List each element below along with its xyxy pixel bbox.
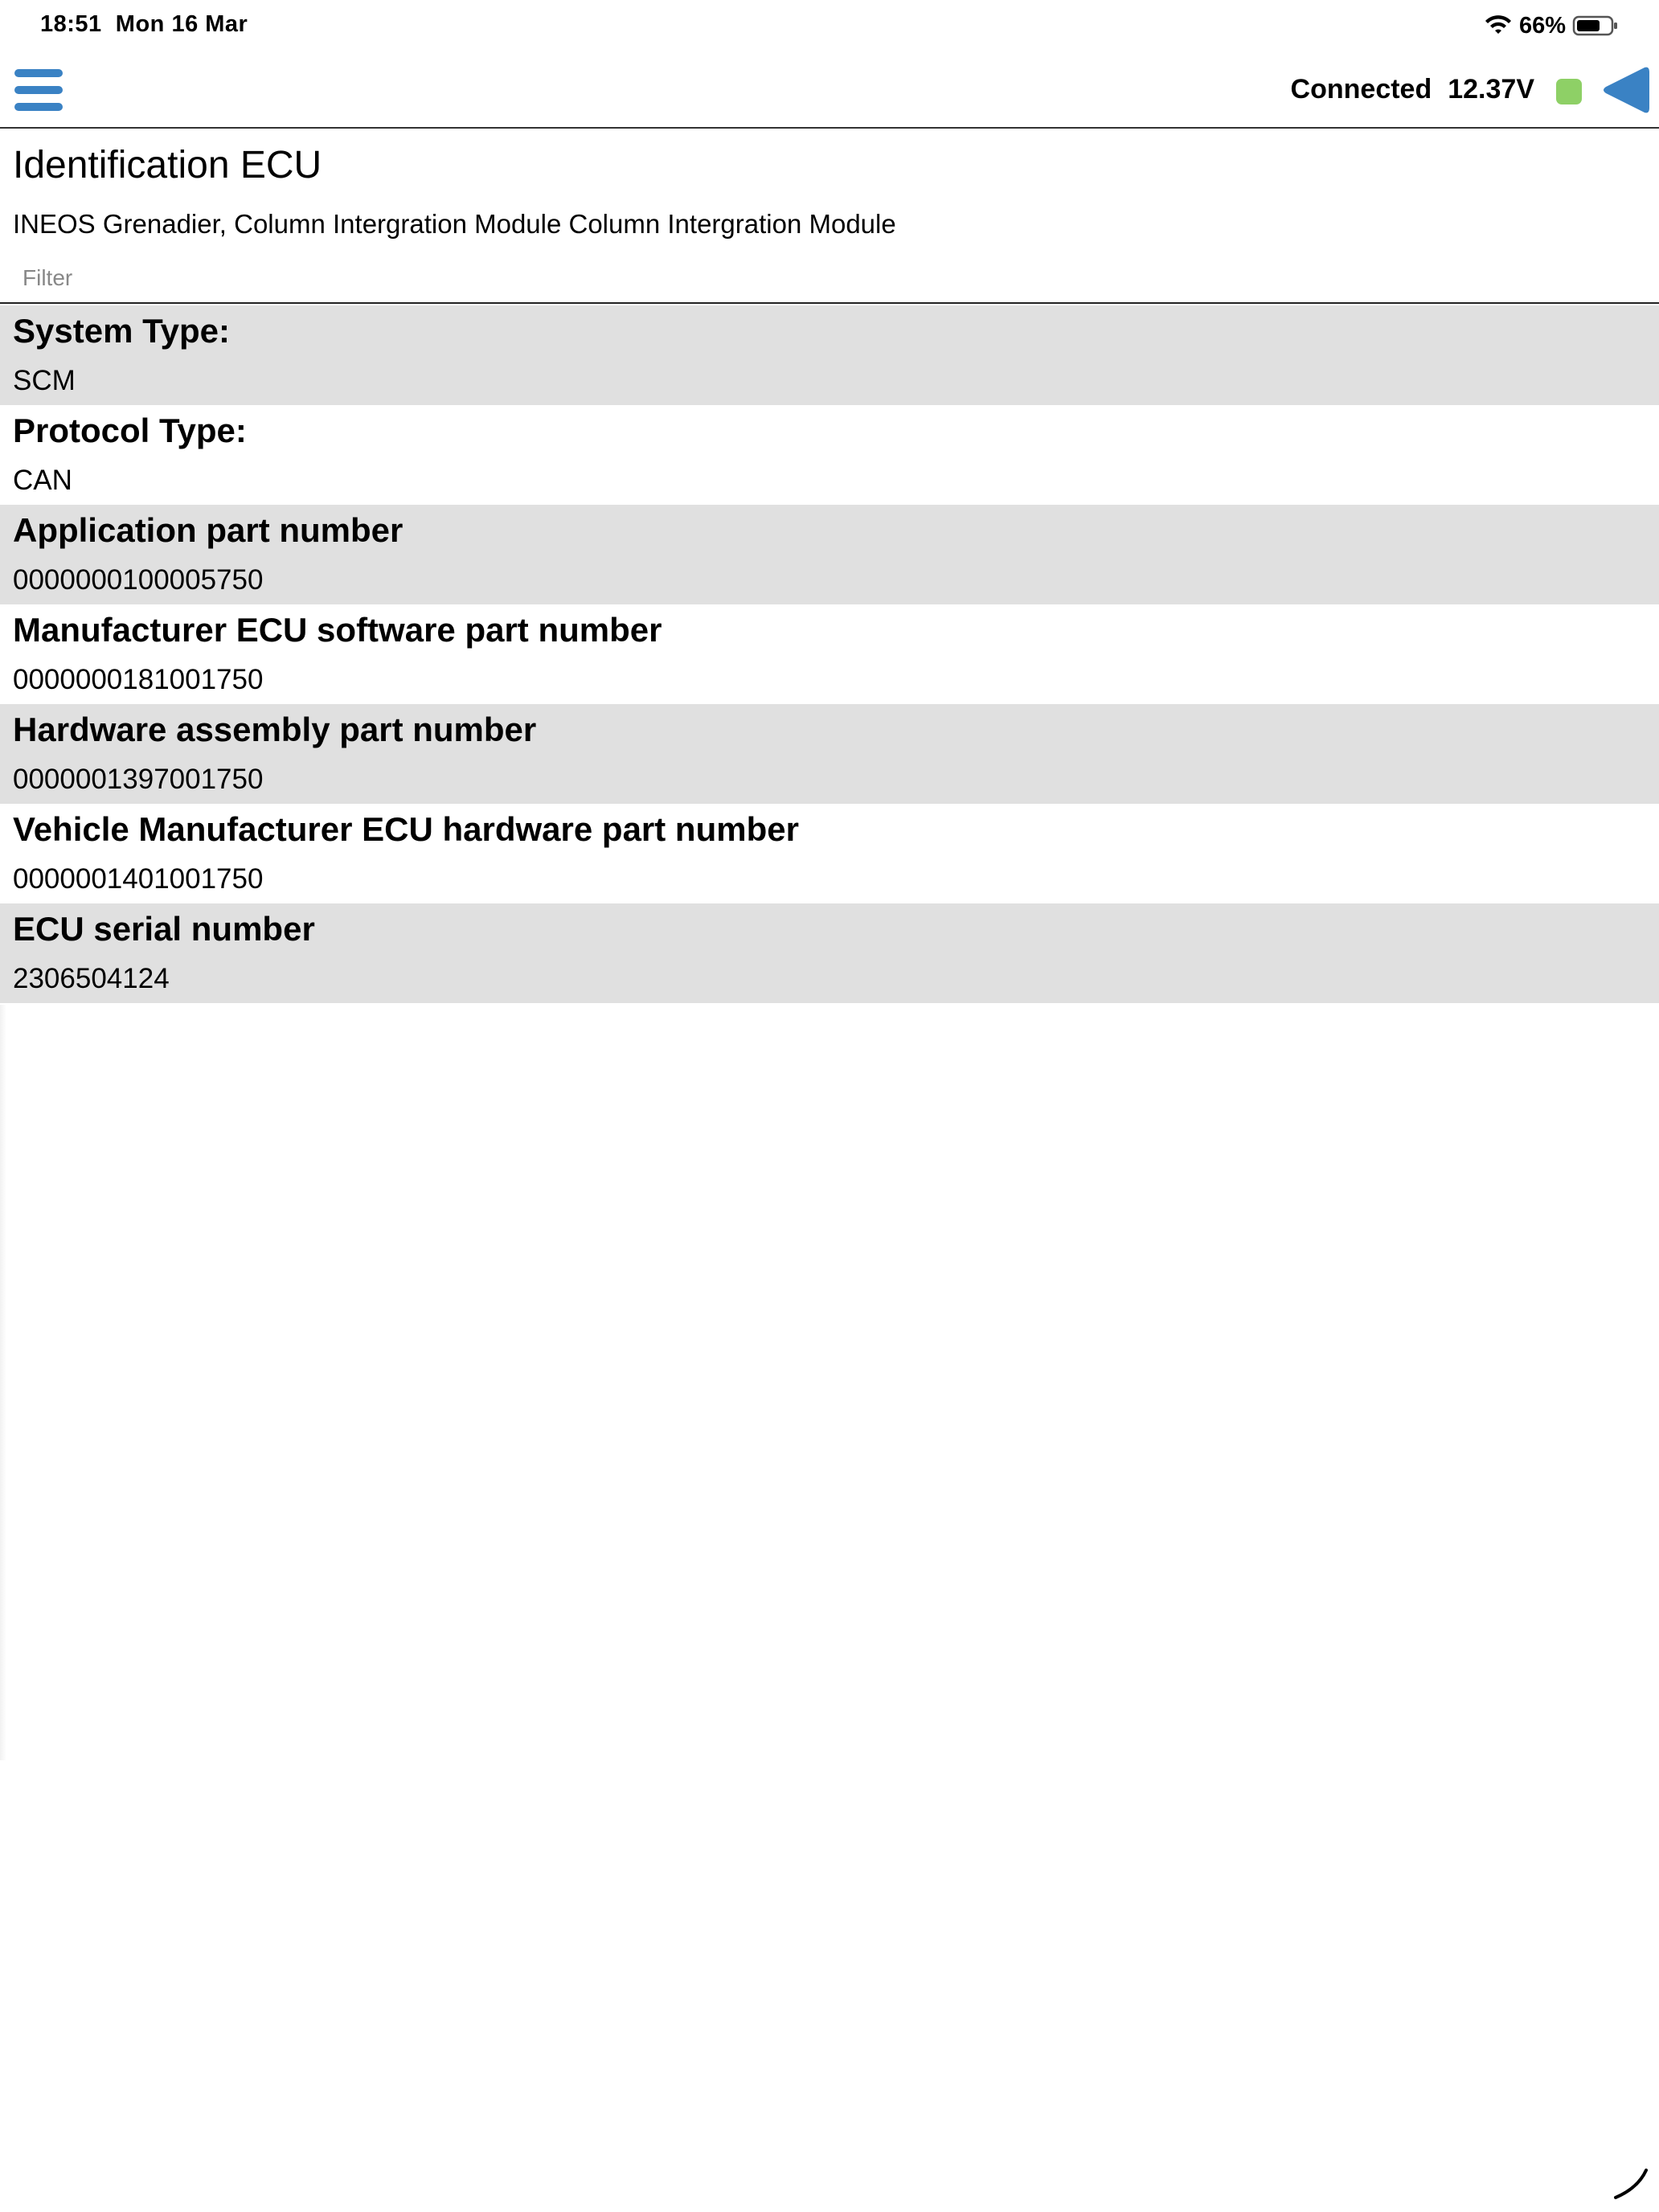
connection-status	[1291, 74, 1534, 105]
status-time: 18:51	[40, 11, 102, 37]
item-value: 0000000100005750	[13, 564, 264, 596]
list-item	[0, 405, 1659, 505]
status-bar	[0, 0, 1659, 51]
item-label: Application part number	[13, 511, 403, 549]
edge-shadow	[0, 1005, 6, 1760]
list-item	[0, 704, 1659, 804]
connection-label: Connected	[1290, 74, 1432, 104]
status-time-date	[40, 11, 248, 38]
top-toolbar	[0, 51, 1659, 129]
item-label: Manufacturer ECU software part number	[13, 611, 662, 649]
page-subtitle: INEOS Grenadier, Column Intergration Module Column Intergration Module	[13, 209, 896, 239]
item-value: CAN	[13, 465, 72, 496]
item-label: Hardware assembly part number	[13, 711, 537, 748]
item-value: SCM	[13, 365, 76, 396]
ecu-info-list	[0, 305, 1659, 1003]
hamburger-menu-icon[interactable]	[13, 64, 64, 116]
voltage-readout: 12.37V	[1448, 74, 1534, 104]
list-item	[0, 804, 1659, 903]
battery-percent: 66%	[1518, 12, 1566, 39]
item-value: 2306504124	[13, 963, 170, 994]
item-label: Vehicle Manufacturer ECU hardware part number	[13, 810, 799, 848]
item-label: Protocol Type:	[13, 412, 247, 449]
item-value: 0000001401001750	[13, 863, 264, 895]
list-item	[0, 505, 1659, 604]
item-value: 0000001397001750	[13, 764, 264, 795]
item-label: System Type:	[13, 312, 230, 350]
list-item	[0, 305, 1659, 405]
wifi-icon	[1484, 14, 1513, 37]
item-label: ECU serial number	[13, 910, 315, 948]
status-indicators	[1484, 10, 1619, 42]
page-title: Identification ECU	[13, 144, 322, 186]
list-item	[0, 903, 1659, 1003]
item-value: 0000000181001750	[13, 664, 264, 695]
filter-input[interactable]	[13, 256, 1653, 301]
back-arrow-icon[interactable]	[1600, 63, 1651, 117]
filter-divider	[0, 302, 1659, 304]
connection-status-indicator	[1556, 79, 1582, 104]
resize-handle-icon[interactable]	[1611, 2164, 1651, 2204]
list-item	[0, 604, 1659, 704]
battery-icon	[1572, 14, 1619, 37]
status-date: Mon 16 Mar	[115, 11, 248, 37]
